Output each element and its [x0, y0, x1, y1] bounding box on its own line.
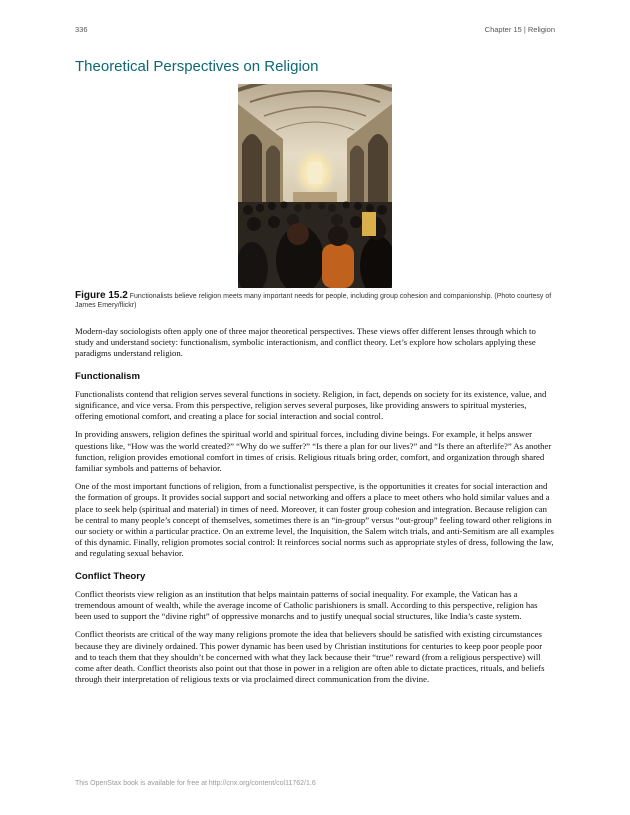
conflict-theory-paragraph-2: Conflict theorists are critical of the way many religions promote the idea that believers should be satisfied with existing circumstances because they are divinely ordained. This power dynamic has been used by Christian institutions for centuries to keep poor people poor and to teach them that they shouldn’t be concerned with what they lack because their “true” reward (from a religious perspective) will come after death. Conflict theorists also point out that those in power in a religion are often able to dictate practices, rituals, and beliefs through their interpretation of religious texts or via proclaimed direct communication from the divine.: [75, 629, 545, 685]
functionalism-heading: Functionalism: [75, 370, 141, 382]
running-head: [75, 25, 555, 37]
chapter-label: Chapter 15 | Religion: [484, 25, 555, 34]
figure-caption-text: Functionalists believe religion meets many important needs for people, including group cohesion and companionship. (Photo courtesy of James Emery/flickr): [75, 293, 552, 309]
figure-label: Figure 15.2: [75, 290, 128, 301]
conflict-theory-paragraph-1: Conflict theorists view religion as an institution that helps maintain patterns of social inequality. For example, the Vatican has a tremendous amount of wealth, while the average income of Catholic parishioners is small. According to this perspective, religion has been used to support the “divine right” of oppressive monarchs and to justify unequal social structures, like India’s caste system.: [75, 588, 538, 622]
figure-caption: [75, 291, 553, 310]
footer-note: This OpenStax book is available for free at http://cnx.org/content/col11762/1.6: [75, 780, 316, 787]
church-interior-photo: [238, 84, 392, 288]
functionalism-paragraph-2: In providing answers, religion defines the spiritual world and spiritual forces, including divine beings. For example, it helps answer questions like, “How was the world created?” “Why do we suffer?” “Is there a plan for our lives?” and “Is there an afterlife?” As another function, religion provides emotional comfort in times of crisis. Religious rituals bring order, comfort, and organization through shared familiar symbols and patterns of behavior.: [75, 429, 552, 474]
functionalism-paragraph-1: Functionalists contend that religion serves several functions in society. Religion, in fact, depends on society for its existence, value, and significance, and vice versa. From this perspective, religion serves several purposes, like providing answers to spiritual mysteries, offering emotional comfort, and creating a place for social interaction and social control.: [75, 388, 547, 422]
conflict-theory-heading: Conflict Theory: [75, 570, 146, 582]
body-text: [75, 326, 555, 692]
intro-paragraph: Modern-day sociologists often apply one of three major theoretical perspectives. These views offer different lenses through which to study and understand society: functionalism, symbolic interactionism, and conflict theory. Let’s explore how scholars applying these paradigms understand religion.: [75, 326, 536, 359]
page-number: 336: [75, 25, 88, 34]
section-title: Theoretical Perspectives on Religion: [75, 58, 319, 75]
functionalism-paragraph-3: One of the most important functions of religion, from a functionalist perspective, is the opportunities it creates for social interaction and the formation of groups. It provides social support and social networking and offers a place to meet others who hold similar values and a place to seek help (spiritual and material) in times of need. Moreover, it can foster group cohesion and integration. Because religion can be central to many people’s concept of themselves, sometimes there is an “in-group” versus “out-group” feeling toward other religions in our society or within a particular practice. On an extreme level, the Inquisition, the Salem witch trials, and anti-Semitism are all examples of this dynamic. Finally, religion promotes social control: It reinforces social norms such as appropriate styles of dress, following the law, and regulating sexual behavior.: [75, 481, 554, 559]
